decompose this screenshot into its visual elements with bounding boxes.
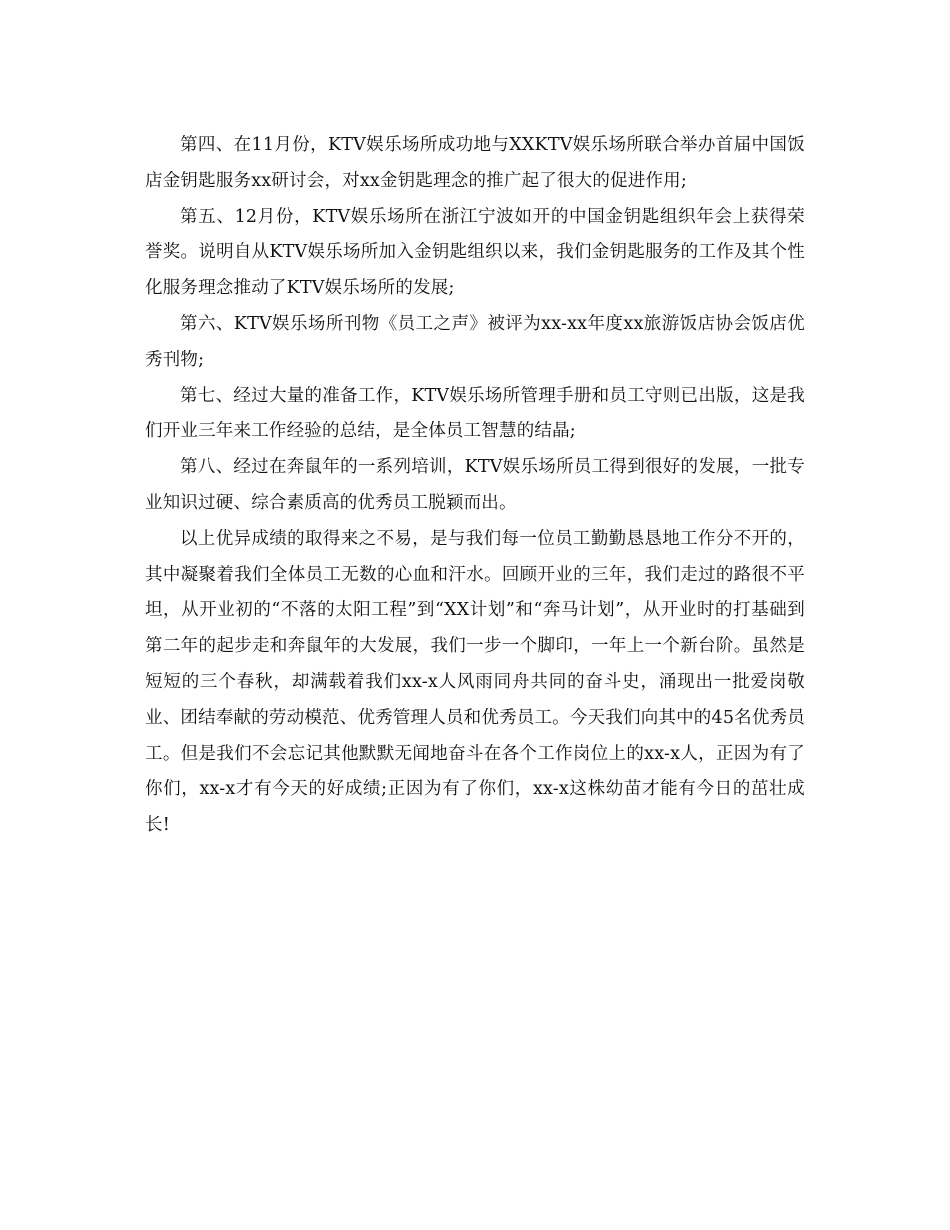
- paragraph-sixth: 第六、KTV娱乐场所刊物《员工之声》被评为xx-xx年度xx旅游饭店协会饭店优秀刊物;: [145, 313, 805, 370]
- paragraph-eighth: 第八、经过在奔鼠年的一系列培训，KTV娱乐场所员工得到很好的发展，一批专业知识过硬、综合素质高的优秀员工脱颖而出。: [145, 457, 805, 513]
- paragraph-fourth: 第四、在11月份，KTV娱乐场所成功地与XXKTV娱乐场所联合举办首届中国饭店金钥匙服务xx研讨会，对xx金钥匙理念的推广起了很大的促进作用;: [145, 135, 805, 191]
- document-body: [145, 128, 805, 844]
- paragraph-seventh: 第七、经过大量的准备工作，KTV娱乐场所管理手册和员工守则已出版，这是我们开业三年来工作经验的总结，是全体员工智慧的结晶;: [145, 385, 805, 442]
- paragraph-summary: 以上优异成绩的取得来之不易，是与我们每一位员工勤勤恳恳地工作分不开的，其中凝聚着我们全体员工无数的心血和汗水。回顾开业的三年，我们走过的路很不平坦，从开业初的“不落的太阳工程”到“XX计划”和“奔马计划”，从开业时的打基础到第二年的起步走和奔鼠年的大发展，我们一步一个脚印，一年上一个新台阶。虽然是短短的三个春秋，却满载着我们xx-x人风雨同舟共同的奋斗史，涌现出一批爱岗敬业、团结奉献的劳动模范、优秀管理人员和优秀员工。今天我们向其中的45名优秀员工。但是我们不会忘记其他默默无闻地奋斗在各个工作岗位上的xx-x人，正因为有了你们，xx-x才有今天的好成绩;正因为有了你们，xx-x这株幼苗才能有今日的茁壮成长!: [145, 528, 805, 836]
- paragraph-fifth: 第五、12月份，KTV娱乐场所在浙江宁波如开的中国金钥匙组织年会上获得荣誉奖。说明自从KTV娱乐场所加入金钥匙组织以来，我们金钥匙服务的工作及其个性化服务理念推动了KTV娱乐场所的发展;: [145, 206, 805, 299]
